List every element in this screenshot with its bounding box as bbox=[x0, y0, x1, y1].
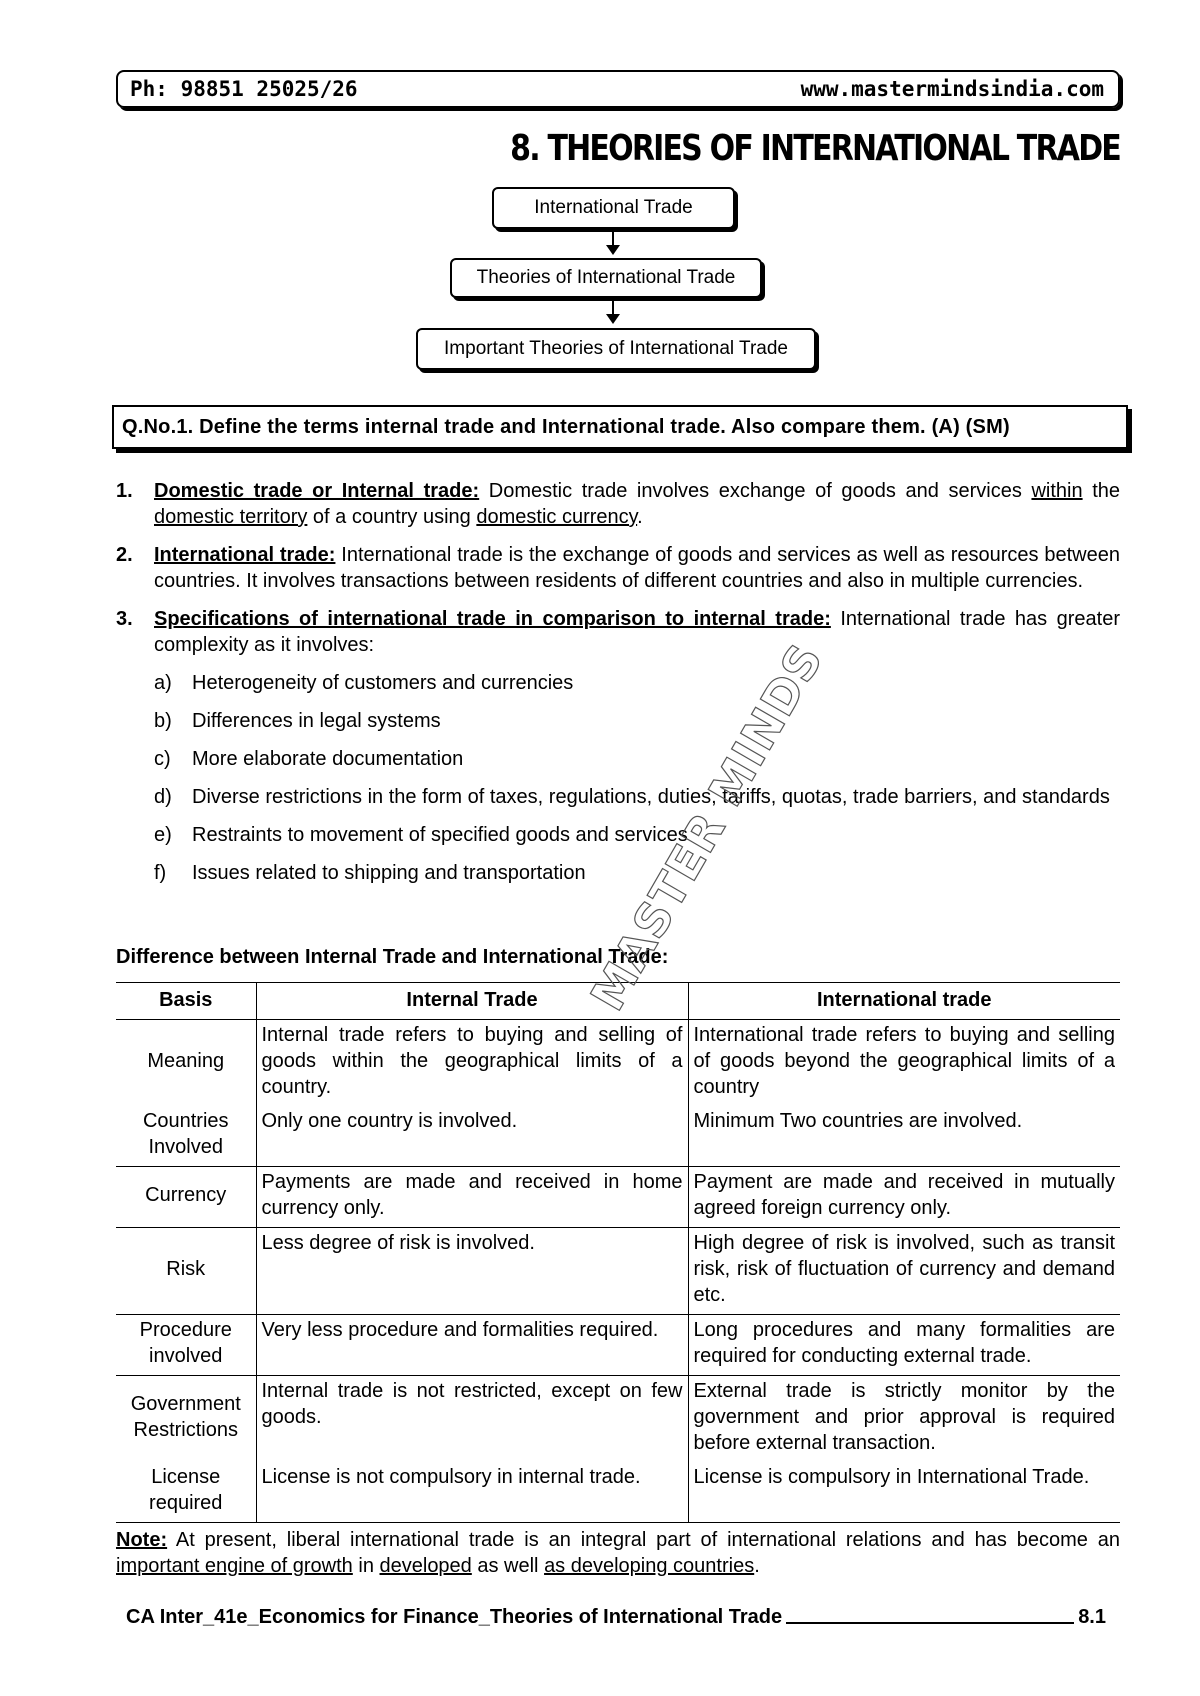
question-heading: Q.No.1. Define the terms internal trade and International trade. Also compare them. (A) (SM) bbox=[112, 405, 1128, 449]
page-number: 8.1 bbox=[1078, 1606, 1106, 1628]
phone-number: Ph: 98851 25025/26 bbox=[130, 77, 358, 101]
comparison-table bbox=[116, 982, 1120, 1523]
point-domestic-trade: 1. Domestic trade or Internal trade: Domestic trade involves exchange of goods and services within the domestic territory of a country using domestic currency. bbox=[116, 480, 1121, 528]
flow-arrow bbox=[612, 229, 614, 253]
chapter-title: 8. THEORIES OF INTERNATIONAL TRADE bbox=[510, 128, 1120, 170]
header-bar bbox=[116, 70, 1120, 108]
flow-arrow bbox=[612, 298, 614, 322]
watermark-logo: MASTER MINDS bbox=[579, 634, 834, 1020]
difference-heading: Difference between Internal Trade and International Trade: bbox=[116, 946, 669, 968]
list-item: c) More elaborate documentation bbox=[154, 748, 464, 770]
list-item: d) Diverse restrictions in the form of taxes, regulations, duties, tariffs, quotas, trade barriers, and standards bbox=[154, 786, 1110, 808]
table-row: Procedure involved Very less procedure and formalities required. Long procedures and many formalities are required for conducting external trade. bbox=[116, 1315, 1120, 1376]
table-row: Risk Less degree of risk is involved. High degree of risk is involved, such as transit risk, risk of fluctuation of currency and demand etc. bbox=[116, 1228, 1120, 1315]
table-row: License required License is not compulsory in internal trade. License is compulsory in International Trade. bbox=[116, 1462, 1120, 1523]
point-heading: International trade: bbox=[154, 544, 336, 566]
footer-text: CA Inter_41e_Economics for Finance_Theories of International Trade bbox=[126, 1606, 783, 1628]
flow-box-theories: Theories of International Trade bbox=[450, 258, 762, 298]
flow-box-important-theories: Important Theories of International Trade bbox=[416, 328, 816, 370]
website-url[interactable]: www.mastermindsindia.com bbox=[800, 77, 1104, 101]
point-international-trade: 2. International trade: International trade is the exchange of goods and services as well as resources between countries. It involves transactions between residents of different countries and also in multiple currencies. bbox=[116, 544, 1120, 592]
list-item: a) Heterogeneity of customers and currencies bbox=[154, 672, 574, 694]
table-row: Government Restrictions Internal trade is not restricted, except on few goods. External trade is strictly monitor by the government and prior approval is required before external transaction. bbox=[116, 1376, 1120, 1463]
table-row: Countries Involved Only one country is involved. Minimum Two countries are involved. bbox=[116, 1106, 1120, 1167]
table-row: Currency Payments are made and received in home currency only. Payment are made and received in mutually agreed foreign currency only. bbox=[116, 1167, 1120, 1228]
flow-box-international-trade: International Trade bbox=[492, 187, 735, 229]
note-label: Note: bbox=[116, 1529, 168, 1551]
list-item: e) Restraints to movement of specified goods and services bbox=[154, 824, 688, 846]
footer-rule bbox=[786, 1606, 1074, 1624]
page-footer bbox=[126, 1606, 1106, 1629]
list-item: f) Issues related to shipping and transportation bbox=[154, 862, 586, 884]
sub-list bbox=[154, 670, 1120, 886]
header-basis: Basis bbox=[116, 983, 256, 1020]
table-row: Meaning Internal trade refers to buying and selling of goods within the geographical limits of a country. International trade refers to buying and selling of goods beyond the geographical limits of a country bbox=[116, 1020, 1120, 1107]
answer-points bbox=[116, 478, 1120, 910]
list-item: b) Differences in legal systems bbox=[154, 710, 441, 732]
point-heading: Domestic trade or Internal trade: bbox=[154, 480, 480, 502]
note-paragraph: Note: At present, liberal international trade is an integral part of international relations and has become an important engine of growth in developed as well as developing countries. bbox=[116, 1529, 1120, 1577]
point-heading: Specifications of international trade in comparison to internal trade: bbox=[154, 608, 831, 630]
header-internal: Internal Trade bbox=[256, 983, 688, 1020]
point-specifications: 3. Specifications of international trade in comparison to internal trade: International trade has greater complexity as it involves: a) Heterogeneity of customers and currencies b) Differences in legal systems c) More elaborate documentation d) Diverse restrictions in the form of taxes, regulations, duties, tariffs, quotas, trade barriers, and standards e) Restraints to movement of specified goods and services f) Issues related to shipping and transportation bbox=[116, 608, 1120, 884]
header-international: International trade bbox=[688, 983, 1120, 1020]
